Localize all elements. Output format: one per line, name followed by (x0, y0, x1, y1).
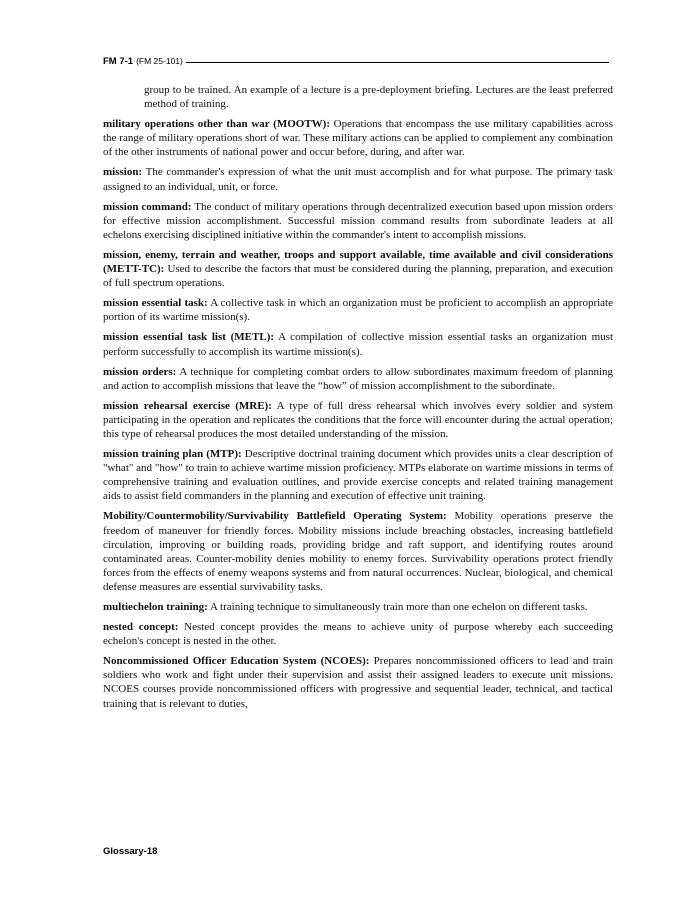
glossary-definition: A collective task in which an organization must be proficient to accomplish an appropriate portion of its wartime mission(s). (103, 297, 613, 324)
glossary-entry (103, 600, 613, 614)
glossary-entry (103, 248, 613, 290)
glossary-term: Noncommissioned Officer Education System (NCOES): (103, 655, 370, 668)
glossary-definition: A training technique to simultaneously train more than one echelon on different tasks. (207, 601, 588, 613)
glossary-body (103, 83, 613, 717)
glossary-term: mission essential task list (METL): (103, 331, 275, 344)
glossary-definition: Descriptive doctrinal training document which provides units a clear description of "what" and "how" to train to achieve wartime mission proficiency. MTPs elaborate on wartime missions in terms of comprehensive training and evaluation outlines, and provide exercise concepts and related training management aids to assist field commanders in the planning and execution of effective unit training. (103, 448, 613, 503)
glossary-entry (103, 117, 613, 159)
continued-definition: group to be trained. An example of a lecture is a pre-deployment briefing. Lectures are the least preferred method of training. (144, 84, 613, 111)
header-rule (186, 62, 609, 63)
glossary-entry (103, 447, 613, 503)
glossary-term: mission essential task: (103, 297, 208, 310)
glossary-entry (103, 296, 613, 324)
glossary-definition: A compilation of collective mission essential tasks an organization must perform successfully to accomplish its wartime mission(s). (103, 331, 613, 358)
glossary-term: military operations other than war (MOOTW): (103, 118, 330, 131)
glossary-definition: A type of full dress rehearsal which involves every soldier and system participating in the operation and replicates the conditions that the force will encounter during the actual operation; this type of rehearsal produces the most detailed understanding of the mission. (103, 399, 613, 440)
glossary-entry (103, 365, 613, 393)
glossary-definition: Prepares noncommissioned officers to lead and train soldiers who work and fight under their supervision and assist their assigned leaders to execute unit missions. NCOES courses provide noncommissioned officers with progressive and sequential leader, technical, and tactical training that is relevant to duties, (103, 655, 614, 710)
glossary-term: Mobility/Countermobility/Survivability Battlefield Operating System: (103, 510, 447, 523)
glossary-entry (103, 509, 613, 594)
glossary-definition: Nested concept provides the means to achieve unity of purpose whereby each succeeding echelon's concept is nested in the other. (103, 621, 613, 648)
glossary-definition: The commander's expression of what the unit must accomplish and for what purpose. The primary task assigned to an individual, unit, or force. (103, 166, 613, 193)
glossary-entry (103, 200, 613, 242)
glossary-definition: A technique for completing combat orders to allow subordinates maximum freedom of planning and action to accomplish missions that leave the “how” of mission accomplishment to the subordinate. (103, 365, 613, 392)
glossary-definition: Mobility operations preserve the freedom of maneuver for friendly forces. Mobility missions include breaching obstacles, increasing battlefield circulation, improving or building roads, providing bridge and raft support, and identifying routes around contaminated areas. Counter-mobility denies mobility to enemy forces. Survivability operations protect friendly forces from the effects of enemy weapons systems and from natural occurrences. Nuclear, biological, and chemical defense measures are essential survivability tasks. (103, 510, 613, 593)
glossary-term: mission command: (103, 200, 192, 213)
glossary-term: mission rehearsal exercise (MRE): (103, 399, 272, 412)
glossary-entry (103, 165, 613, 193)
glossary-entry (103, 330, 613, 358)
glossary-entry (103, 620, 613, 648)
running-header (103, 54, 609, 68)
glossary-definition: The conduct of military operations through decentralized execution based upon mission orders for effective mission accomplishment. Successful mission command results from subordinate leaders at all echelons exercising disciplined initiative within the commander's intent to accomplish missions. (103, 200, 614, 241)
header-doc-id: FM 7-1 (103, 55, 134, 67)
glossary-term: mission, enemy, terrain and weather, troops and support available, time available and civil considerations (METT-TC): (103, 248, 613, 276)
page-number: Glossary-18 (103, 846, 158, 857)
glossary-term: nested concept: (103, 621, 179, 634)
glossary-term: multiechelon training: (103, 601, 208, 613)
glossary-term: mission orders: (103, 365, 177, 378)
header-doc-alt: (FM 25-101) (136, 56, 183, 66)
glossary-entry (103, 654, 613, 710)
glossary-term: mission: (103, 166, 143, 179)
glossary-term: mission training plan (MTP): (103, 448, 242, 461)
glossary-definition: Used to describe the factors that must be considered during the planning, preparation, and execution of full spectrum operations. (103, 263, 613, 290)
glossary-definition: Operations that encompass the use military capabilities across the range of military operations short of war. These military actions can be applied to complement any combination of the other instruments of national power and occur before, during, and after war. (103, 118, 613, 159)
glossary-entry (103, 399, 613, 441)
